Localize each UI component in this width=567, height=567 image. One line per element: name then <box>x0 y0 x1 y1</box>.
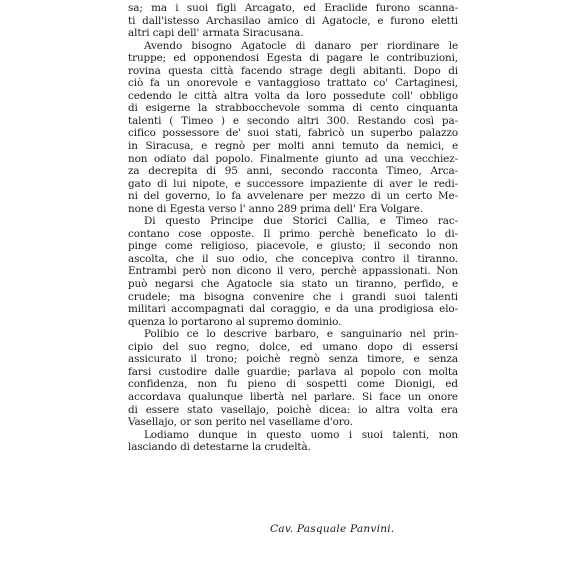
text-line: gato di lui nipote, e successore impaziente di aver le redi- <box>128 177 458 190</box>
text-line: ciò fa un onorevole e vantaggioso trattato co' Cartaginesi, <box>128 77 458 90</box>
text-line: di essere stato vasellajo, poichè dicea: io altra volta era <box>128 403 458 416</box>
text-line: farsi custodire dalle guardie; parlava al popolo con molta <box>128 365 458 378</box>
text-line: in Siracusa, e regnò per molti anni temuto da nemici, e <box>128 140 458 153</box>
text-line: ascolta, che il suo odio, che concepiva contro il tiranno. <box>128 252 458 265</box>
text-line: sa; ma i suoi figli Arcagato, ed Eraclide furono scanna- <box>128 2 458 14</box>
text-line: Entrambi però non dicono il vero, perchè appassionati. Non <box>128 265 458 278</box>
text-line: Avendo bisogno Agatocle di danaro per riordinare le <box>144 39 458 52</box>
text-line: contano cose opposte. Il primo perchè beneficato lo di- <box>128 227 458 240</box>
text-line: crudele; ma bisogna convenire che i grandi suoi talenti <box>128 290 458 303</box>
text-line: altri capi dell' armata Siracusana. <box>128 27 304 40</box>
text-line: Polibio ce lo descrive barbaro, e sanguinario nel prin- <box>144 328 458 341</box>
text-line: pinge come religioso, piacevole, e giusto; il secondo non <box>128 240 458 253</box>
text-line: truppe; ed opponendosi Egesta di pagare le contribuzioni, <box>128 52 458 65</box>
text-line: accordava qualunque libertà nel parlare. Si face un onore <box>128 390 458 403</box>
text-line: ni del governo, lo fa avvelenare per mezzo di un certo Me- <box>128 190 458 203</box>
text-line: cifico possessore de' suoi stati, fabricò un superbo palazzo <box>128 127 458 140</box>
text-line: lasciando di detestarne la crudeltà. <box>128 441 311 454</box>
text-line: Vasellajo, or son perito nel vasellame d'oro. <box>128 416 353 429</box>
text-line: non odiato dal popolo. Finalmente giunto ad una vecchiez- <box>128 152 458 165</box>
text-line: militari accompagnati dal coraggio, e da una prodigiosa elo- <box>128 303 458 316</box>
author-signature: Cav. Pasquale Panvini. <box>270 523 395 535</box>
text-line: ti dall'istesso Archasilao amico di Agatocle, e furono eletti <box>128 14 458 27</box>
text-line: Di questo Principe due Storici Callia, e Timeo rac- <box>144 215 458 228</box>
text-line: talenti ( Timeo ) e secondo altri 300. Restando così pa- <box>128 114 458 127</box>
text-line: quenza lo portarono al supremo dominio. <box>128 315 342 328</box>
text-line: none di Egesta verso l' anno 289 prima dell' Era Volgare. <box>128 202 424 215</box>
body-text <box>128 2 458 454</box>
text-line: assicurato il trono; poichè regnò senza timore, e senza <box>128 353 458 366</box>
text-line: può negarsi che Agatocle sia stato un tiranno, perfido, e <box>128 278 458 291</box>
text-line: cipio del suo regno, dolce, ed umano dopo di essersi <box>128 340 458 353</box>
text-line: cedendo le città altra volta da loro possedute coll' obbligo <box>128 89 458 102</box>
text-line: di esigerne la strabbocchevole somma di cento cinquanta <box>128 102 458 115</box>
text-line: za decrepita di 95 anni, secondo racconta Timeo, Arca- <box>128 165 458 178</box>
text-line: confidenza, non fu pieno di sospetti come Dionigi, ed <box>128 378 458 391</box>
text-line: rovina questa città facendo strage degli abitanti. Dopo di <box>128 64 458 77</box>
text-line: Lodiamo dunque in questo uomo i suoi talenti, non <box>144 428 458 441</box>
